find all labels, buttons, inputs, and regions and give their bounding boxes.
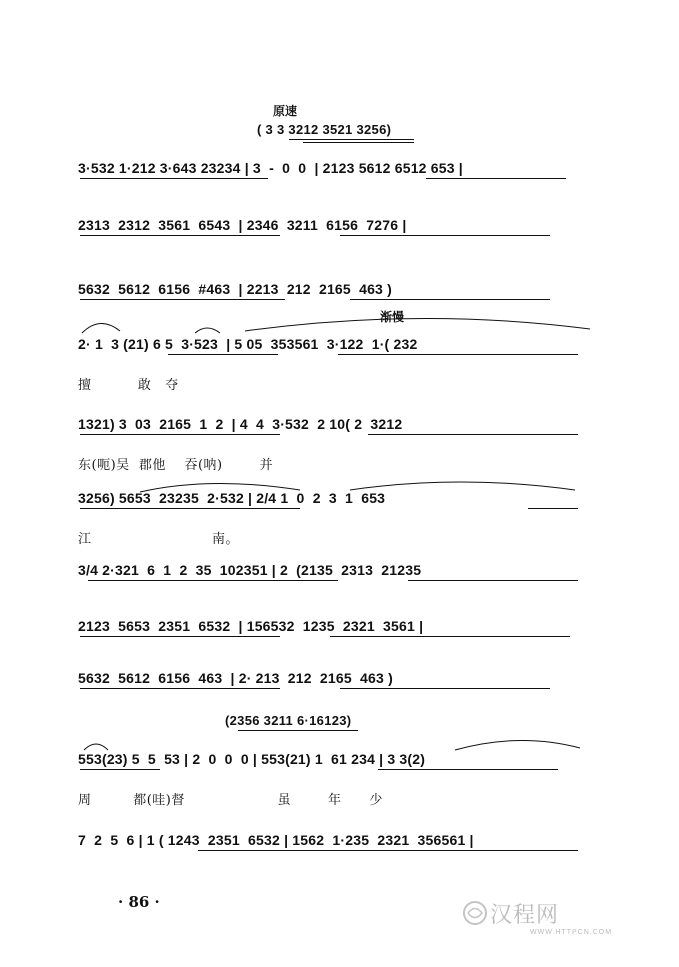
beam — [426, 178, 566, 179]
lyrics-line: 擅 敢 夺 — [78, 378, 179, 393]
beam — [80, 235, 280, 236]
slur-marks — [0, 728, 679, 768]
lyrics-line: 江 南。 — [78, 532, 239, 547]
watermark — [490, 898, 612, 936]
slur-marks — [0, 305, 679, 365]
beam — [80, 299, 285, 300]
notes-line: 5632 5612 6156 463 | 2· 213 212 2165 463 ) — [78, 670, 393, 686]
slur-marks — [0, 472, 679, 512]
watermark-logo-icon — [460, 898, 490, 928]
beam — [340, 688, 550, 689]
notes-line: 7 2 5 6 | 1 ( 1243 2351 6532 | 1562 1·235 2321 356561 | — [78, 832, 474, 848]
beam — [88, 580, 338, 581]
score-system-7 — [78, 562, 588, 622]
lyrics-line: 东(呃)吴 郡他 吞(呐) 并 — [78, 458, 274, 473]
notes-line: 5632 5612 6156 #463 | 2213 212 2165 463 ) — [78, 281, 392, 297]
beam — [80, 178, 268, 179]
tempo-mark-jianman: 渐慢 — [380, 310, 405, 324]
intro-phrase: ( 3 3 3212 3521 3256) — [257, 122, 392, 137]
watermark-url: WWW.HTTPCN.COM — [530, 929, 613, 936]
score-system-1 — [78, 160, 588, 220]
beam — [330, 636, 570, 637]
tempo-mark-yuansu: 原速 — [273, 104, 298, 118]
beam — [338, 850, 578, 851]
score-system-8 — [78, 618, 588, 678]
above-phrase: (2356 3211 6·16123) — [225, 713, 352, 728]
beam — [80, 636, 280, 637]
beam — [340, 235, 550, 236]
score-system-5 — [78, 416, 588, 476]
notes-line: 553(23) 5 5 53 | 2 0 0 0 | 553(21) 1 61 234 | 3 3(2) — [78, 751, 426, 767]
lyrics-line: 周 都(哇)督 虽 年 少 — [78, 793, 383, 808]
beam — [80, 688, 280, 689]
score-system-11 — [78, 832, 588, 892]
page-number: · 86 · — [118, 893, 160, 911]
intro-underline — [289, 139, 414, 140]
beam — [80, 769, 160, 770]
beam — [408, 580, 578, 581]
notes-line: 3/4 2·321 6 1 2 35 102351 | 2 (2135 2313 21235 — [78, 562, 422, 578]
notes-line: 3256) 5653 23235 2·532 | 2/4 1 0 2 3 1 653 — [78, 490, 386, 506]
beam — [198, 850, 348, 851]
notes-line: 2123 5653 2351 6532 | 156532 1235 2321 3561 | — [78, 618, 424, 634]
watermark-text: 汉程网 — [490, 903, 560, 928]
beam — [80, 434, 280, 435]
notes-line: 1321) 3 03 2165 1 2 | 4 4 3·532 2 10( 2 3212 — [78, 416, 403, 432]
beam — [378, 769, 558, 770]
beam — [368, 434, 578, 435]
notes-line: 2313 2312 3561 6543 | 2346 3211 6156 7276 | — [78, 217, 407, 233]
notes-line: 3·532 1·212 3·643 23234 | 3 - 0 0 | 2123 5612 6512 653 | — [78, 160, 463, 176]
notes-line: 2· 1 3 (21) 6 5 3·523 | 5 05 353561 3·122 1·( 232 — [78, 336, 418, 352]
beam — [350, 299, 550, 300]
intro-underline-2 — [303, 142, 414, 143]
score-system-2 — [78, 217, 588, 277]
